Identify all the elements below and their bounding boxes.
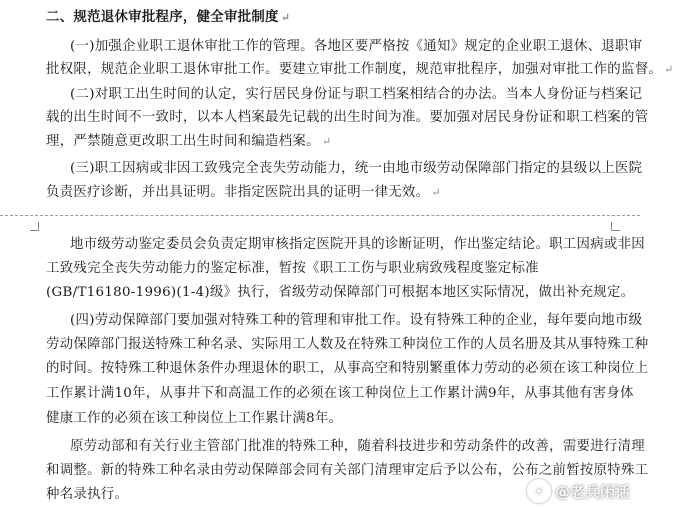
text-line (46, 335, 649, 355)
text-line (70, 159, 643, 179)
line-text: 的时间。按特殊工种退休条件办理退休的职工，从事高空和特别繁重体力劳动的必须在该工种岗位上 (46, 361, 649, 376)
text-line (70, 85, 643, 105)
line-text: 和调整。新的特殊工种名录由劳动保障部会同有关部门清理审定后予以公布，公布之前暂按原特殊工 (46, 463, 649, 478)
line-text: 理，严禁随意更改职工出生时间和编造档案。 (46, 134, 320, 149)
text-line (46, 259, 612, 279)
text-line (46, 409, 612, 429)
line-text: 工作累计满10年，从事井下和高温工作的必须在该工种岗位上工作累计满9年，从事其他有害身体 (46, 386, 634, 401)
line-text: 载的出生时间不一致时，以本人档案最先记载的出生时间为准。要加强对居民身份证和职工档案的管 (46, 110, 649, 125)
paragraph-mark-icon: ↵ (431, 186, 441, 199)
text-line (46, 108, 649, 128)
line-text: 地市级劳动鉴定委员会负责定期审核指定医院开具的诊断证明，作出鉴定结论。职工因病或非因 (70, 237, 646, 252)
line-text: 负责医疗诊断，并出具证明。非指定医院出具的证明一律无效。 (46, 185, 430, 200)
line-text: (三)职工因病或非因工致残完全丧失劳动能力，统一由地市级劳动保障部门指定的县级以上医院 (70, 161, 643, 176)
watermark (527, 479, 630, 503)
line-text: (二)对职工出生时间的认定，实行居民身份证与职工档案相结合的办法。当本人身份证与档案记 (70, 87, 643, 102)
section-heading-text: 二、规范退休审批程序，健全审批制度 (46, 9, 279, 25)
watermark-text: @老兵闲话 (554, 482, 630, 501)
text-line (70, 437, 646, 457)
page-break-divider (0, 215, 640, 216)
text-line (70, 37, 643, 57)
text-line (46, 132, 612, 152)
text-line (46, 384, 634, 404)
text-line (70, 235, 646, 255)
line-text: 原劳动部和有关行业主管部门批准的特殊工种，随着科技进步和劳动条件的改善，需要进行清理 (70, 439, 646, 454)
text-line (70, 311, 643, 331)
toutiao-logo-icon: ✦ (527, 479, 551, 503)
paragraph-mark-icon: ↵ (280, 11, 291, 24)
section-heading (46, 7, 612, 28)
line-text: (GB/T16180-1996)(1-4)级》执行，省级劳动保障部门可根据本地区实际情况，做出补充规定。 (46, 285, 635, 300)
paragraph-mark-icon: ↵ (664, 63, 674, 76)
text-line (46, 461, 649, 481)
text-line (46, 60, 674, 80)
paragraph-mark-icon: ↵ (321, 135, 332, 148)
line-text: 健康工作的必须在该工种岗位上工作累计满8年。 (46, 411, 343, 426)
line-text: (四)劳动保障部门要加强对特殊工种的管理和审批工作。设有特殊工种的企业，每年要向地市级 (70, 313, 643, 328)
text-line (46, 359, 649, 379)
line-text: 劳动保障部门报送特殊工种名录、实际用工人数及在特殊工种岗位工作的人员名册及其从事特殊工种 (46, 337, 649, 352)
margin-corner-mark (30, 222, 39, 231)
text-line (46, 183, 612, 203)
line-text: 批权限，规范企业职工退休审批工作。要建立审批工作制度，规范审批程序，加强对审批工作的监督。 (46, 62, 663, 77)
line-text: 种名录执行。 (46, 487, 129, 502)
line-text: (一)加强企业职工退休审批工作的管理。各地区要严格按《通知》规定的企业职工退休、退职审 (70, 39, 643, 54)
line-text: 工致残完全丧失劳动能力的鉴定标准，暂按《职工工伤与职业病致残程度鉴定标准 (46, 261, 539, 276)
text-line (46, 283, 635, 303)
margin-corner-mark (611, 222, 620, 231)
